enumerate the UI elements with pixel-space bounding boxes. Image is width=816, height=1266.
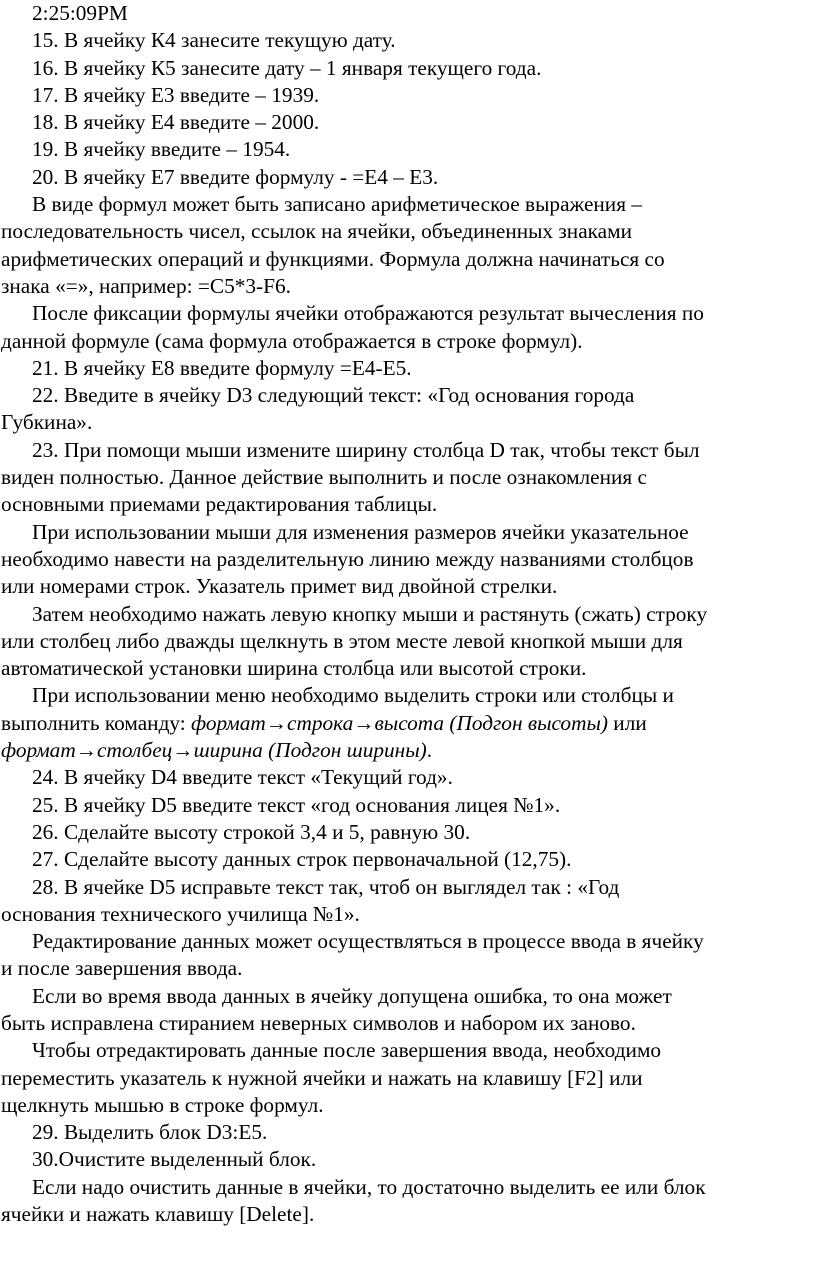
text-line-p7c: щелкнуть мышью в строке формул. <box>1 1092 324 1117</box>
text-line-s28a: 28. В ячейке D5 исправьте текст так, чтоб он выглядел так : «Год <box>32 874 620 899</box>
text-line-s27: 27. Сделайте высоту данных строк первоначальной (12,75). <box>32 847 572 872</box>
text-line-s22b: Губкина». <box>1 410 93 435</box>
text-line-p6b: быть исправлена стиранием неверных символов и набором их заново. <box>1 1010 636 1035</box>
text-line-p6a: Если во время ввода данных в ячейку допущена ошибка, то она может <box>32 983 672 1008</box>
text-line-s15: 15. В ячейку К4 занесите текущую дату. <box>32 28 396 53</box>
text-line-s23a: 23. При помощи мыши измените ширину столбца D так, чтобы текст был <box>32 437 700 462</box>
text-line-s21: 21. В ячейку Е8 введите формулу =Е4-Е5. <box>32 355 412 380</box>
text-line-s23c: основными приемами редактирования таблицы. <box>1 492 438 517</box>
text-line-p3b: необходимо навести на разделительную линию между названиями столбцов <box>1 546 694 571</box>
menu-path-height: формат→строка→высота (Подгон высоты) <box>191 710 608 735</box>
text-line-p3a: При использовании мыши для изменения размеров ячейки указательное <box>32 519 689 544</box>
text-line-p4c: автоматической установки ширина столбца или высотой строки. <box>1 656 587 681</box>
text-line-p4b: или столбец либо дважды щелкнуть в этом месте левой кнопкой мыши для <box>1 628 683 653</box>
text-line-s28b: основания технического училища №1». <box>1 901 360 926</box>
text-line-s22a: 22. Введите в ячейку D3 следующий текст: «Год основания города <box>32 383 635 408</box>
instructions-block-2 <box>0 764 810 1228</box>
text-line-s16: 16. В ячейку К5 занесите дату – 1 января текущего года. <box>32 55 542 80</box>
text-line-p7a: Чтобы отредактировать данные после завершения ввода, необходимо <box>32 1038 662 1063</box>
text-line-p1d: знака «=», например: =С5*3-F6. <box>1 273 291 298</box>
text-fragment: . <box>426 738 433 763</box>
text-line-s25: 25. В ячейку D5 введите текст «год основания лицея №1». <box>32 792 561 817</box>
text-line-s29: 29. Выделить блок D3:E5. <box>32 1120 268 1145</box>
text-line-s19: 19. В ячейку введите – 1954. <box>32 137 291 162</box>
text-line-p4a: Затем необходимо нажать левую кнопку мыши и растянуть (сжать) строку <box>32 601 708 626</box>
text-line-p1c: арифметических операций и функциями. Формула должна начинаться со <box>1 246 665 271</box>
text-fragment: выполнить команду: <box>1 710 192 735</box>
menu-path-width: формат→столбец→ширина (Подгон ширины) <box>1 738 427 763</box>
text-line-time: 2:25:09PM <box>32 1 128 25</box>
text-line-s30: 30.Очистите выделенный блок. <box>32 1147 317 1172</box>
text-line-p2b: данной формуле (сама формула отображается в строке формул). <box>1 328 583 353</box>
text-line-p2a: После фиксации формулы ячейки отображаются результат вычесления по <box>32 301 704 326</box>
text-line-p1b: последовательность чисел, ссылок на ячейки, объединенных знаками <box>1 219 633 244</box>
text-line <box>0 737 810 764</box>
text-line-s20: 20. В ячейку Е7 введите формулу - =Е4 – Е3. <box>32 164 439 189</box>
text-line: При использовании меню необходимо выделить строки или столбцы и <box>32 683 674 708</box>
text-line-s24: 24. В ячейку D4 введите текст «Текущий год». <box>32 765 453 790</box>
text-line <box>0 710 810 737</box>
text-line-p5a: Редактирование данных может осуществляться в процессе ввода в ячейку <box>32 929 704 954</box>
text-line-p3c: или номерами строк. Указатель примет вид двойной стрелки. <box>1 574 558 599</box>
text-line-p1a: В виде формул может быть записано арифметическое выражения – <box>32 192 642 217</box>
text-fragment: или <box>607 710 647 735</box>
text-line-p5b: и после завершения ввода. <box>1 956 243 981</box>
text-line-p8b: ячейки и нажать клавишу [Delete]. <box>1 1202 315 1227</box>
text-line-s23b: виден полностью. Данное действие выполнить и после ознакомления с <box>1 465 647 490</box>
text-line-p8a: Если надо очистить данные в ячейки, то достаточно выделить ее или блок <box>32 1174 706 1199</box>
text-line-s18: 18. В ячейку Е4 введите – 2000. <box>32 110 320 135</box>
text-line-s17: 17. В ячейку Е3 введите – 1939. <box>32 82 320 107</box>
text-line-p7b: переместить указатель к нужной ячейки и нажать на клавишу [F2] или <box>1 1065 643 1090</box>
menu-paragraph <box>0 682 810 764</box>
text-line-s26: 26. Сделайте высоту строкой 3,4 и 5, равную 30. <box>32 819 471 844</box>
